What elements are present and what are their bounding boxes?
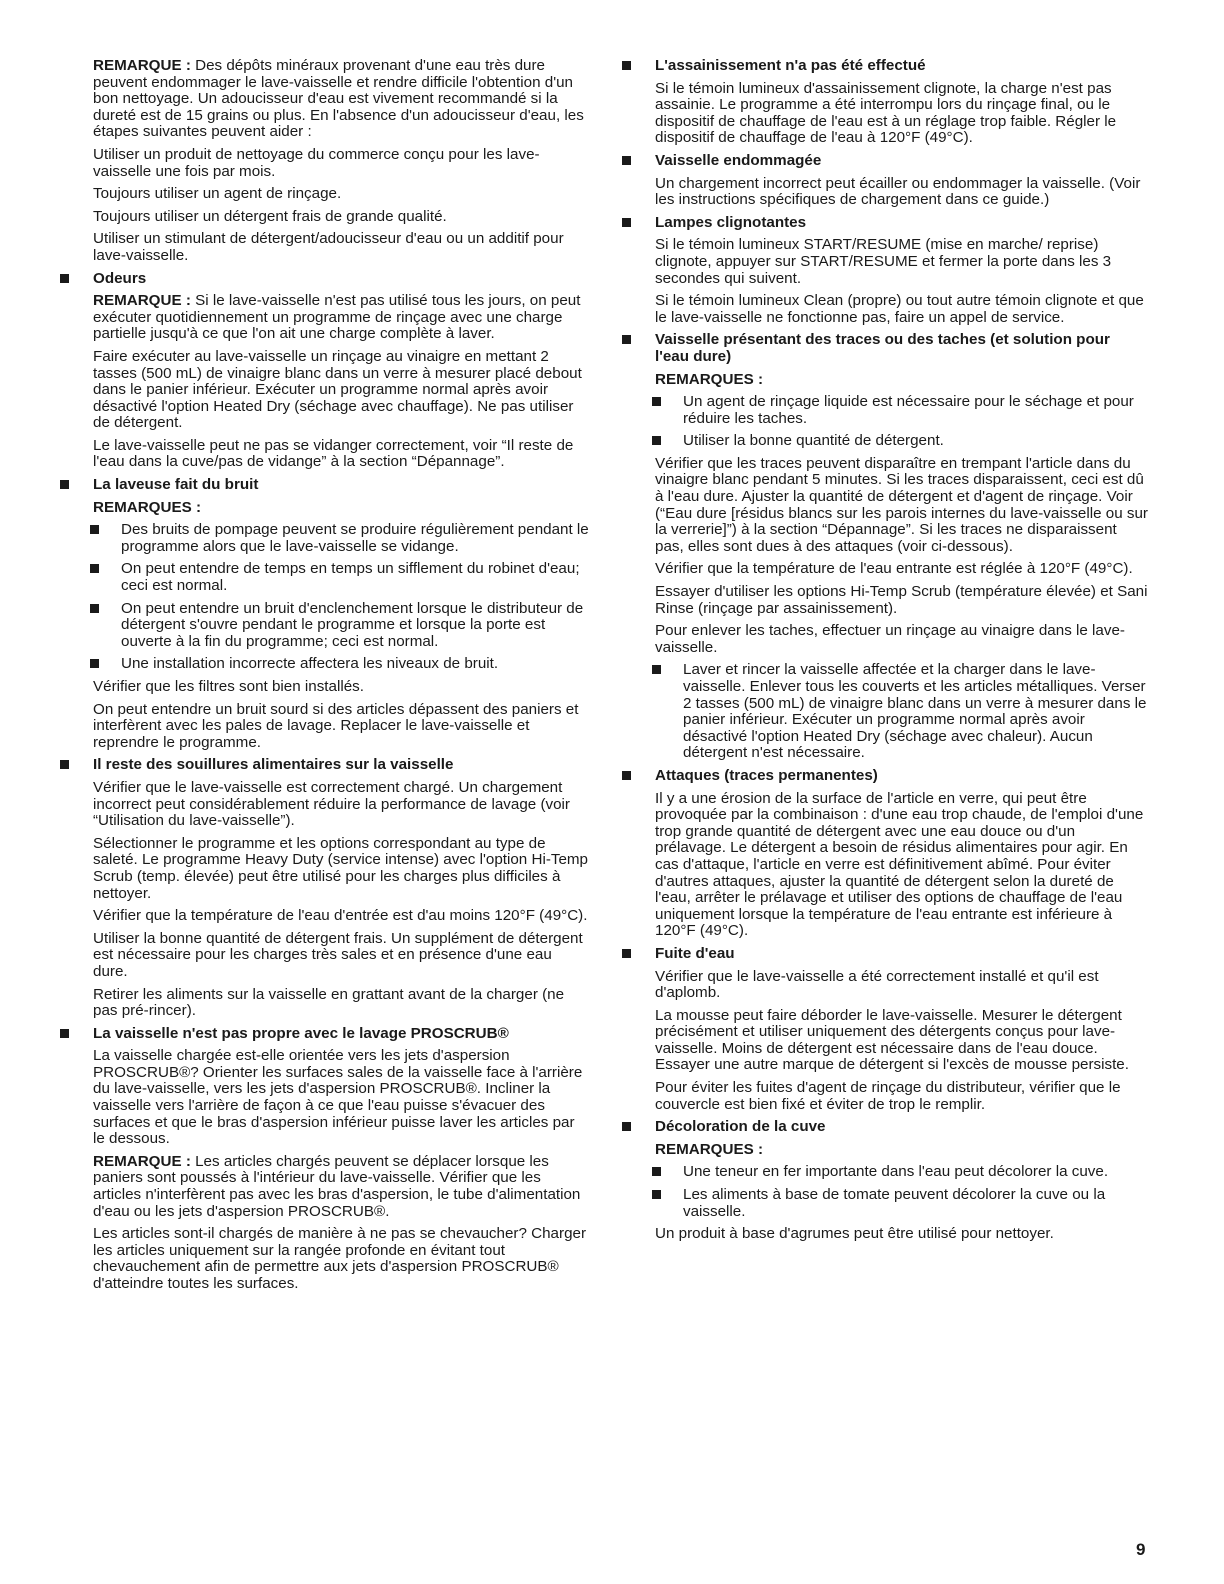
paragraph: Il y a une érosion de la surface de l'article en verre, qui peut être provoquée par la combinaison : d'une eau trop chaude, de l'emploi d'une trop grande quantité de détergent avec une eau douce ou d'un prélavage. Le détergent a besoin de résidus alimentaires pour agir. En cas d'attaque, l'article en verre est définitivement abîmé. Pour éviter d'autres attaques, ajuster la quantité de détergent selon la dureté de l'eau, arrêter le prélavage et utiliser des options de chauffage de l'eau uniquement lorsque la température de l'eau entrante est inférieure à 120°F (49°C). [655, 789, 1144, 940]
list-item: Laver et rincer la vaisselle affectée et la charger dans le lave-vaisselle. Enlever tous les couverts et les articles métalliques. Verser 2 tasses (500 mL) de vinaigre blanc dans un verre à mesurer dans le panier inférieur. Exécuter un programme normal après avoir désactivé l'option Heated Dry (séchage avec chaleur). Aucun détergent n'est nécessaire. [620, 662, 1148, 762]
section-heading-bruit: La laveuse fait du bruit [58, 477, 590, 494]
paragraph: Si le témoin lumineux START/RESUME (mise en marche/ reprise) clignote, appuyer sur START/RESUME et fermer la porte dans les 3 secondes qui suivent. [655, 236, 1112, 287]
intro-step: Utiliser un stimulant de détergent/adoucisseur d'eau ou un additif pour lave-vaisselle. [93, 230, 564, 264]
paragraph: Faire exécuter au lave-vaisselle un rinçage au vinaigre en mettant 2 tasses (500 mL) de vinaigre blanc dans un verre à mesurer placé debout dans le panier inférieur. Exécuter un programme normal après avoir désactivé l'option Heated Dry (séchage avec chauffage). Ne pas utiliser de détergent. [93, 347, 582, 432]
list-item: Les aliments à base de tomate peuvent décolorer la cuve ou la vaisselle. [620, 1187, 1148, 1220]
remark-label: REMARQUE : [93, 1152, 191, 1170]
section-heading-fuite: Fuite d'eau [620, 946, 1148, 963]
paragraph: Retirer les aliments sur la vaisselle en grattant avant de la charger (ne pas pré-rincer). [93, 985, 565, 1020]
paragraph: Essayer d'utiliser les options Hi-Temp Scrub (température élevée) et Sani Rinse (rinçage par assainissement). [655, 583, 1148, 617]
intro-remark [58, 58, 590, 141]
remark-label: REMARQUE : [93, 292, 191, 310]
section-heading-lampes: Lampes clignotantes [620, 215, 1148, 232]
intro-step: Toujours utiliser un agent de rinçage. [93, 185, 342, 203]
paragraph: Vérifier que la température de l'eau d'entrée est d'au moins 120°F (49°C). [93, 907, 588, 925]
page-number: 9 [1136, 1540, 1146, 1559]
paragraph: La mousse peut faire déborder le lave-vaisselle. Mesurer le détergent précisément et utiliser uniquement des détergents conçus pour lave-vaisselle. Moins de détergent est nécessaire dans de l'eau douce. Essayer une autre marque de détergent si l'excès de mousse persiste. [655, 1006, 1129, 1074]
list-item: Une installation incorrecte affectera les niveaux de bruit. [58, 656, 590, 673]
section-heading-proscrub: La vaisselle n'est pas propre avec le lavage PROSCRUB® [58, 1026, 590, 1043]
list-item: Une teneur en fer importante dans l'eau peut décolorer la cuve. [620, 1164, 1148, 1181]
paragraph: Utiliser la bonne quantité de détergent frais. Un supplément de détergent est nécessaire pour les charges très sales et en présence d'une eau dure. [93, 929, 583, 980]
paragraph: Vérifier que les filtres sont bien installés. [93, 678, 364, 695]
section-heading-attaques: Attaques (traces permanentes) [620, 768, 1148, 785]
paragraph: Vérifier que le lave-vaisselle est correctement chargé. Un chargement incorrect peut considérablement réduire la performance de lavage (voir “Utilisation du lave-vaisselle”). [93, 778, 570, 830]
remarks-label: REMARQUES : [655, 1140, 764, 1158]
remark-label: REMARQUE : [93, 57, 191, 74]
paragraph: Vérifier que le lave-vaisselle a été correctement installé et qu'il est d'aplomb. [655, 967, 1099, 1002]
list-item: On peut entendre un bruit d'enclenchement lorsque le distributeur de détergent s'ouvre pendant le programme et lorsque la porte est ouverte à la fin du programme; ceci est normal. [58, 601, 590, 651]
list-item: Des bruits de pompage peuvent se produire régulièrement pendant le programme alors que le lave-vaisselle se vidange. [58, 522, 590, 555]
paragraph: Vérifier que les traces peuvent disparaître en trempant l'article dans du vinaigre blanc pendant 5 minutes. Si les traces disparaissent, ceci est dû à l'eau dure. Ajuster la quantité de détergent et d'agent de rinçage. Voir (“Eau dure [résidus blancs sur les parois internes du lave-vaisselle ou sur la verrerie]”) à la section “Dépannage”. Si les traces ne disparaissent pas, elles sont dues à des attaques (voir ci-dessous). [655, 454, 1148, 555]
intro-step: Toujours utiliser un détergent frais de grande qualité. [93, 207, 447, 225]
section-heading-traces: Vaisselle présentant des traces ou des taches (et solution pour l'eau dure) [620, 332, 1148, 365]
paragraph: La vaisselle chargée est-elle orientée vers les jets d'aspersion PROSCRUB®? Orienter les surfaces sales de la vaisselle face à l'arrière du lave-vaisselle, vers les jets d'aspersion PROSCRUB®. Incliner la vaisselle vers l'arrière de façon à ce que l'eau puisse s'évacuer des surfaces et que le bras d'aspersion inférieur puisse laver les articles par le dessous. [93, 1047, 583, 1148]
paragraph: Vérifier que la température de l'eau entrante est réglée à 120°F (49°C). [655, 560, 1133, 578]
paragraph: Pour enlever les taches, effectuer un rinçage au vinaigre dans le lave-vaisselle. [655, 622, 1125, 656]
paragraph: Sélectionner le programme et les options correspondant au type de saleté. Le programme Heavy Duty (service intense) avec l'option Hi-Temp Scrub (temp. élevée) peut être utilisé pour les charges plus difficiles à nettoyer. [93, 834, 589, 902]
proscrub-remark [58, 1154, 590, 1220]
section-heading-decoloration: Décoloration de la cuve [620, 1119, 1148, 1136]
remark-text: Si le lave-vaisselle n'est pas utilisé tous les jours, on peut exécuter quotidiennement un programme de rinçage avec une charge partielle jusqu'à ce que l'on ait une charge complète à laver. [93, 292, 581, 343]
section-heading-odeurs: Odeurs [58, 271, 590, 288]
left-column [58, 58, 590, 1299]
section-heading-endommagee: Vaisselle endommagée [620, 153, 1148, 170]
odeurs-remark [58, 293, 590, 343]
intro-step: Utiliser un produit de nettoyage du commerce conçu pour les lave-vaisselle une fois par mois. [93, 145, 540, 180]
paragraph: Un produit à base d'agrumes peut être utilisé pour nettoyer. [655, 1225, 1054, 1243]
section-heading-souillures: Il reste des souillures alimentaires sur la vaisselle [58, 757, 590, 774]
list-item: Utiliser la bonne quantité de détergent. [620, 433, 1148, 450]
list-item: Un agent de rinçage liquide est nécessaire pour le séchage et pour réduire les taches. [620, 394, 1148, 427]
remarks-label: REMARQUES : [93, 498, 202, 516]
right-column [620, 58, 1148, 1249]
paragraph: Les articles sont-il chargés de manière à ne pas se chevaucher? Charger les articles uniquement sur la rangée profonde en évitant tout chevauchement afin de permettre aux jets d'aspersion PROSCRUB® d'atteindre toutes les surfaces. [93, 1225, 587, 1292]
remarks-label: REMARQUES : [655, 370, 764, 388]
remark-text: Des dépôts minéraux provenant d'une eau très dure peuvent endommager le lave-vaisselle et rendre difficile l'obtention d'un bon nettoyage. Un adoucisseur d'eau est vivement recommandé si la dureté est de 15 grains ou plus. En l'absence d'un adoucisseur d'eau, les étapes suivantes peuvent aider : [93, 57, 584, 141]
paragraph: Pour éviter les fuites d'agent de rinçage du distributeur, vérifier que le couvercle est bien fixé et éviter de trop le remplir. [655, 1079, 1121, 1113]
paragraph: Un chargement incorrect peut écailler ou endommager la vaisselle. (Voir les instructions spécifiques de chargement dans ce guide.) [655, 174, 1141, 209]
paragraph: Si le témoin lumineux Clean (propre) ou tout autre témoin clignote et que le lave-vaisselle ne fonctionne pas, faire un appel de service. [655, 292, 1144, 326]
section-heading-assainissement: L'assainissement n'a pas été effectué [620, 58, 1148, 75]
paragraph: Si le témoin lumineux d'assainissement clignote, la charge n'est pas assainie. Le programme a été interrompu lors du rinçage final, ou le dispositif de chauffage de l'eau est à un réglage trop faible. Régler le dispositif de chauffage de l'eau à 120°F (49°C). [655, 79, 1117, 147]
paragraph: Le lave-vaisselle peut ne pas se vidanger correctement, voir “Il reste de l'eau dans la cuve/pas de vidange” à la section “Dépannage”. [93, 436, 574, 471]
remark-text: Les articles chargés peuvent se déplacer lorsque les paniers sont poussés à l'intérieur du lave-vaisselle. Vérifier que les articles n'interfèrent pas avec les bras d'aspersion, le tube d'alimentation d'eau ou les jets d'aspersion PROSCRUB®. [93, 1152, 581, 1220]
list-item: On peut entendre de temps en temps un sifflement du robinet d'eau; ceci est normal. [58, 561, 590, 594]
paragraph: On peut entendre un bruit sourd si des articles dépassent des paniers et interfèrent avec les pales de lavage. Replacer le lave-vaisselle et reprendre le programme. [93, 700, 579, 751]
